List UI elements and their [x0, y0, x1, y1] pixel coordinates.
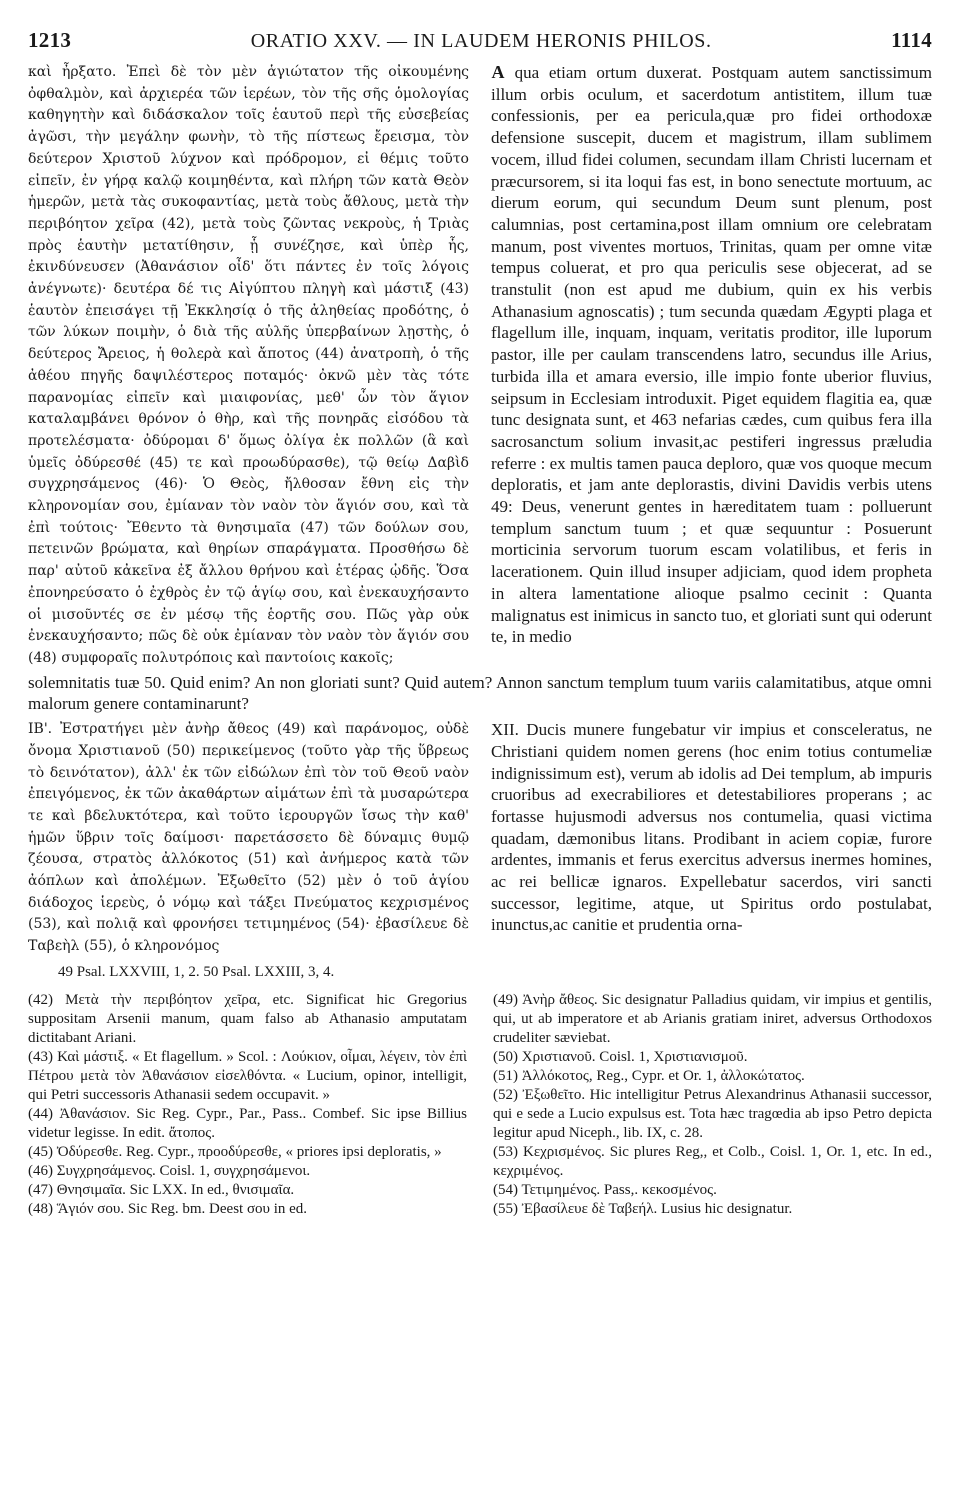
- footnote: (55) Ἐβασίλευε δὲ Ταβεήλ. Lusius hic designatur.: [493, 1200, 793, 1217]
- footnote: (47) Θνησιμαῖα. Sic LXX. In ed., θνισιμαῖα.: [28, 1181, 295, 1198]
- footnotes-left: [28, 991, 467, 1219]
- greek-column-lower: ΙΒ'. Ἐστρατήγει μὲν ἀνὴρ ἄθεος (49) καὶ παράνομος, οὐδὲ ὄνομα Χριστιανοῦ (50) περικείμενος (τοῦτο γὰρ τῆς ὕβρεως τὸ δεινότατον), ἀλλ' ἐκ τῶν εἰδώλων ἐπὶ τὸν τοῦ Θεοῦ ναὸν ἐπειγόμενος, ἐκ τῶν ἀκαθάρτων αἱμάτων ἐπὶ τὰ μυσαρώτερα τε καὶ βδελυκτότερα, καὶ τοῦτο ἱερουργῶν ἴσως τὴν καθ' ἡμῶν ὕβριν τοῖς δαίμοσι· παρετάσσετο δὲ δύναμις θυμῷ ζέουσα, στρατὸς ἀλλόκοτος (51) καὶ ἀνήμερος κατὰ τῶν ἀόπλων καὶ ἀπολέμων. Ἐξωθεῖτο (52) μὲν ὁ τοῦ ἁγίου διάδοχος ἱερεὺς, ὁ νόμῳ καὶ τάξει Πνεύματος κεχρισμένος (53), καὶ πολιᾷ καὶ φρονήσει τετιμημένος (54)· ἐβασίλευε δὲ Ταβεὴλ (55), ὁ κληρονόμος: [28, 721, 469, 955]
- footnote: (43) Καὶ μάστιξ. « Et flagellum. » Scol. : Λούκιον, οἶμαι, λέγειν, τὸν ἐπὶ Πέτρου μετὰ τὸν Ἀθανάσιον εἰσελθόντα. « Lucium, opinor, intelligit, qui Petri successoris Athanasii sedem occupavit. »: [28, 1048, 467, 1103]
- footnote: (48) Ἅγιόν σου. Sic Reg. bm. Deest σου in ed.: [28, 1200, 308, 1217]
- latin-column-upper: [477, 62, 932, 670]
- footnote: (53) Κεχρισμένος. Sic plures Reg,, et Colb., Coisl. 1, Or. 1, etc. In ed., κεχριμένος.: [493, 1143, 932, 1179]
- footnote: (52) Ἐξωθεῖτο. Hic intelligitur Petrus Alexandrinus Athanasii successor, qui e sede a Lucio expulsus est. Tota hæc tragœdia ab ipso Petro depicta legitur apud Niceph., lib. IX, c. 28.: [493, 1086, 932, 1141]
- latin-text-upper: qua etiam ortum duxerat. Postquam autem sanctissimum illum orbis oculum, et sacerdotum antistitem, illum tuæ confessionis, per ea pericula,quæ pro fidei orthodoxæ defensione suscepit, ducem et magistrum, illam sublimem vocem, illud fidei columen, secundam illam Christi lucernam et præcursorem, si ita loqui fas est, in bono senectute mortuum, ac dierum eorum, qui secundum Deum sunt plenum, post calumnias, post certamina,post illam omnium ore celebratam manum, post viventes mortuos, Trinitas, quam per omne vitæ tempus coluerat, et pro qua periculis sese objecerat, ad se transtulit (non est apud me dubium, quin ex his verbis Athanasium agnoscatis) ; tum secunda quædam Ægypti plaga et flagellum ille, inquam, inquam, veritatis proditor, ille luporum pastor, ille per caulam transcendens latro, secundus ille Arius, turbida illa et amara eversio, ille impio fonte uberior fluvius, seipsum in Ecclesiam introduxit. Piget equidem flagitia ea, quæ tunc designata sunt, et 463 nefarias cædes, cum quibus fera illa sacrosanctum solium invasit,ac pestiferi ingressus præludia referre : ex multis tamen pauca deploro, quæ vos quoque mecum deploratis, et jam ante deplorastis, divini Davidis verbis utens 49: Deus, venerunt gentes in hæreditatem tuam : polluerunt templum sanctum tuum ; et quæ sequuntur : Posuerunt morticinia servorum tuorum escam volatilibus, et feris in lacerationem. Quin illud insuper adjiciam, quod idem propheta in altera lamentatione alioque psalmo cecinit : Quanta malignatus est inimicus in sancto tuo, et gloriati sunt qui oderunt te, in medio: [491, 63, 932, 647]
- footnote: (42) Μετὰ τὴν περιβόητον χεῖρα, etc. Significat hic Gregorius suppositam Arsenii manum, quam falso ab Athanasio amputatam dictitabant Ariani.: [28, 991, 467, 1046]
- footnote: (51) Ἀλλόκοτος, Reg., Cypr. et Or. 1, ἀλλοκώτατος.: [493, 1067, 805, 1084]
- body-columns-upper: [28, 62, 932, 670]
- body-columns-lower: [28, 719, 932, 958]
- margin-marker-a: A: [491, 62, 505, 82]
- page-title: ORATIO XXV. — IN LAUDEM HERONIS PHILOS.: [250, 30, 712, 52]
- footnote: (44) Ἀθανάσιον. Sic Reg. Cypr., Par., Pass.. Combef. Sic ipse Billius videtur legisse. In edit. ἄτοπος.: [28, 1105, 467, 1141]
- footnote: (46) Συγχρησάμενος. Coisl. 1, συγχρησάμενοι.: [28, 1162, 311, 1179]
- psalm-references: 49 Psal. LXXVIII, 1, 2. 50 Psal. LXXIII, 3, 4.: [58, 963, 335, 980]
- page-number-left: 1213: [28, 28, 72, 52]
- footnotes: [28, 991, 932, 1219]
- footnote: (54) Τετιμημένος. Pass,. κεκοσμένος.: [493, 1181, 717, 1198]
- page: [28, 28, 932, 1219]
- footnote: (50) Χριστιανοῦ. Coisl. 1, Χριστιανισμοῦ.: [493, 1048, 748, 1065]
- page-header: [28, 28, 932, 62]
- full-width-line: solemnitatis tuæ 50. Quid enim? An non gloriati sunt? Quid autem? Annon sanctum templum tuum variis calamitatibus, atque omni malorum genere contaminarunt?: [28, 672, 932, 714]
- latin-column-lower: XII. Ducis munere fungebatur vir impius et consceleratus, ne Christiani quidem nomen gerens (hoc enim totius contumeliæ indignissimum est), verum ab idolis ad Dei templum, ab impuris cruoribus ad execrabiliores et detestabiliores properans ; ac fortasse hujusmodi adversus nos contumelia, quasi victima quadam, dæmonibus litans. Prodibant in aciem copiæ, furore ardentes, immanis et ferus exercitus adversus inermes homines, ac rei bellicæ ignaros. Expellebatur sacerdos, viri sancti successor, legitime, atque, ut Spiritus ordo postulabat, inunctus,ac canitie et prudentia orna-: [491, 720, 932, 935]
- footnotes-right: [467, 991, 932, 1219]
- page-number-right: 1114: [891, 28, 932, 52]
- footnote: (45) Ὀδύρεσθε. Reg. Cypr., προοδύρεσθε, « priores ipsi deploratis, »: [28, 1143, 442, 1160]
- greek-column-upper: καὶ ἦρξατο. Ἐπεὶ δὲ τὸν μὲν ἁγιώτατον τῆς οἰκουμένης ὀφθαλμὸν, καὶ ἀρχιερέα τῶν ἱερέων, τὸν τῆς σῆς ὁμολογίας καθηγητὴν καὶ διδάσκαλον τοῖς ἑαυτοῦ περὶ τῆς εὐσεβείας ἀγῶσι, τὴν μεγάλην φωνὴν, τὸ τῆς πίστεως ἔρεισμα, τὸν δεύτερον Χριστοῦ λύχνον καὶ πρόδρομον, εἰ θέμις τοῦτο εἰπεῖν, ἐν γήρᾳ καλῷ κοιμηθέντα, καὶ πλήρη τῶν κατὰ Θεὸν ἡμερῶν, μετὰ τὰς συκοφαντίας, μετὰ τοὺς ἄθλους, μετὰ τὴν περιβόητον χεῖρα (42), μετὰ τοὺς ζῶντας νεκροὺς, ἡ Τριὰς πρὸς ἑαυτὴν μετατίθησιν, ᾗ συνέζησε, καὶ ὑπὲρ ἧς, ἐκινδύνευσεν (Ἀθανάσιον οἶδ' ὅτι πάντες ἐν τοῖς λόγοις ἀνέγνωτε)· δευτέρα δέ τις Αἰγύπτου πληγὴ καὶ μάστιξ (43) ἑαυτὸν ἐπεισάγει τῇ Ἐκκλησίᾳ ὁ τῆς ἀληθείας προδότης, ὁ τῶν λύκων ποιμὴν, ὁ διὰ τῆς αὐλῆς ὑπερβαίνων λῃστὴς, ὁ δεύτερος Ἄρειος, ἡ θολερὰ καὶ ἄποτος (44) ἀνατροπὴ, ὁ τῆς ἀθέου πηγῆς δαψιλέστερος ποταμός· ὀκνῶ μὲν τὰς τότε παρανομίας εἰπεῖν καὶ μιαιφονίας, μεθ' ὧν τὸν ἅγιον καταλαμβάνει θρόνον ὁ θὴρ, καὶ τῆς πονηρᾶς εἰσόδου τὰ προτελέσματα· ὀδύρομαι δ' ὅμως ὀλίγα ἐκ πολλῶν (ἃ καὶ ὑμεῖς ὀδύρεσθέ (45) τε καὶ προωδύρασθε), τῷ θείῳ Δαβὶδ συγχρησάμενος (46)· Ὁ Θεὸς, ἤλθοσαν ἔθνη εἰς τὴν κληρονομίαν σου, ἐμίαναν τὸν ναὸν τὸν ἅγιόν σου, καὶ τὰ ἐπὶ τούτοις· Ἔθεντο τὰ θνησιμαῖα (47) τῶν δούλων σου, πετεινῶν βρώματα, καὶ θηρίων σπαράγματα. Προσθήσω δὲ παρ' αὐτοῦ κἀκεῖνα ἐξ ἄλλου θρήνου καὶ ἑτέρας ᾠδῆς. Ὅσα ἐπονηρεύσατο ὁ ἐχθρὸς ἐν τῷ ἁγίῳ σου, καὶ ἐνεκαυχήσαντο οἱ μισοῦντές σε ἐν μέσῳ τῆς ἑορτῆς σου. Πῶς γὰρ οὐκ ἐνεκαυχήσαντο; πῶς δὲ οὐκ ἐμίαναν τὸν ναὸν τὸν ἅγιόν σου (48) συμφοραῖς πολυτρόποις καὶ παντοίοις κακοῖς;: [28, 64, 469, 666]
- footnote: (49) Ἀνὴρ ἄθεος. Sic designatur Palladius quidam, vir impius et gentilis, qui, ut ab imperatore et ab Arianis gratiam iniret, adversus Orthodoxos crudeliter sæviebat.: [493, 991, 932, 1046]
